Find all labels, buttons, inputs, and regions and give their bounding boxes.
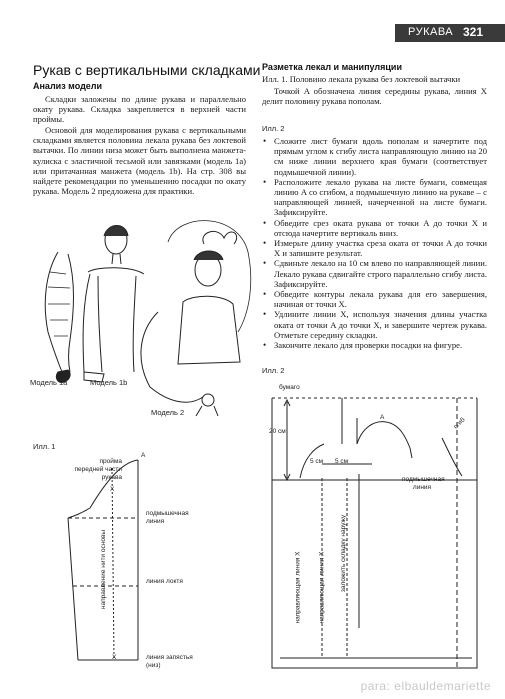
ill2-fold-out-label: заложить складку наружу [340,514,348,593]
ill1-text2: Точкой A обозначена линия середины рукава, линия X делит половину рукава пополам. [262,86,487,107]
ill2-caption: Илл. 2 [262,366,285,375]
step-3: • Обведите срез оката рукава от точки A до точки X и отсюда начертите вертикаль вниз. [262,218,487,238]
ill2-paper-label: бумаго [279,384,300,391]
model-2-label: Модель 2 [151,408,185,417]
ill1-point-x-bottom: X [112,654,117,661]
ill1-elbow-label: линия локтя [146,578,183,585]
ill1-point-x-top: X [110,486,115,493]
step-2: • Расположите лекало рукава на листе бумаги, совмещая линию A со сгибом, а подмышечную линию на рукаве – с направляющей линией, начерченной на листе бумаги. Зафиксируйте. [262,177,487,218]
ill1-underseam [68,518,78,660]
page-title: Рукав с вертикальными складками [33,62,261,78]
ill2-fold-label: сгиб [452,416,467,431]
steps-list [262,136,487,350]
model-1b-drawing [83,226,144,383]
ill2-dim-5b: 5 см [335,458,349,465]
step-5: • Сдвиньте лекало на 10 см влево по направляющей линии. Лекало рукава сдвигайте строго параллельно сгибу листа. Зафиксируйте. [262,258,487,289]
step-7: • Удлините линии X, используя значения длины участка оката от точки A до точки X, и завершите чертеж рукава. Отметьте середину складки. [262,309,487,340]
model-1a-drawing [45,252,73,382]
ill2-grain-label-1: направляющая линия X [294,551,302,624]
model-1b-label: Модель 1b [90,378,128,387]
analysis-paragraph-2: Основой для моделирования рукава с вертикальными складками является половина лекала рукава без локтевой вытачки. По линии низа может быть выполнена манжета-кулиска с эластичной тесьмой или завязками (модель 1a) или притачанная манжета (модель 1b). На стр. 308 вы найдете рекомендации по уменьшению посадки по окату рукава. Модель 2 предложена для практики. [33,125,246,197]
analysis-heading: Анализ модели [33,81,103,91]
ill1-grain-label: направление нити основы [100,529,108,610]
ill1-underarm-label: подмышечная линия [146,510,189,525]
ill1-armhole-note: пройма передней части рукава [74,458,122,481]
ill1-ref: Илл. 1. [262,74,288,84]
footer-watermark: para: elbauldemariette [360,679,491,693]
step-4: • Измерьте длину участка среза оката от точки A до точки X и запишите результат. [262,238,487,258]
step-6: • Обведите контуры лекала рукава для его завершения, начиная от точки X. [262,289,487,309]
ill1-point-a: A [141,452,146,459]
ill2-grain-label-2: направляющая линия X [318,551,326,624]
analysis-paragraph-1: Складки заложены по длине рукава и параллельно окату рукава. Складка закрепляется в верхней части проймы. [33,94,246,125]
ill2-dim-20: 20 см [269,428,286,435]
ill2-point-a: A [380,414,385,421]
ill2-paper-outline [272,398,477,668]
models-illustration [28,212,258,422]
ill1-caption: Илл. 1 [33,442,56,451]
ill1-x-line [112,468,117,661]
step-8: • Закончите лекало для проверки посадки на фигуре. [262,340,487,350]
page-number: 321 [463,25,484,39]
ill2-dim-5a: 5 см [310,458,324,465]
ill1-wrist-label: линия запястья (низ) [146,654,193,669]
ill2-underarm-label: подмышечная линия [402,476,445,491]
layout-heading: Разметка лекал и манипуляции [262,62,402,72]
ill1-description [262,74,487,84]
section-title: РУКАВА [408,26,454,38]
ill1-sleeve-pattern [28,448,228,673]
model-2-drawing [141,221,251,416]
ill1-text1: Половино лекала рукава без локтевой вытачки [289,74,461,84]
step-1: • Сложите лист бумаги вдоль пополам и начертите под прямым углом к сгибу листа направляющую линию на 20 см ниже линии верхнего края бумаги (соответствует подмышечной линии). [262,136,487,177]
model-1a-label: Модель 1a [30,378,68,387]
ill2-caption-text: Илл. 2 [262,124,285,133]
